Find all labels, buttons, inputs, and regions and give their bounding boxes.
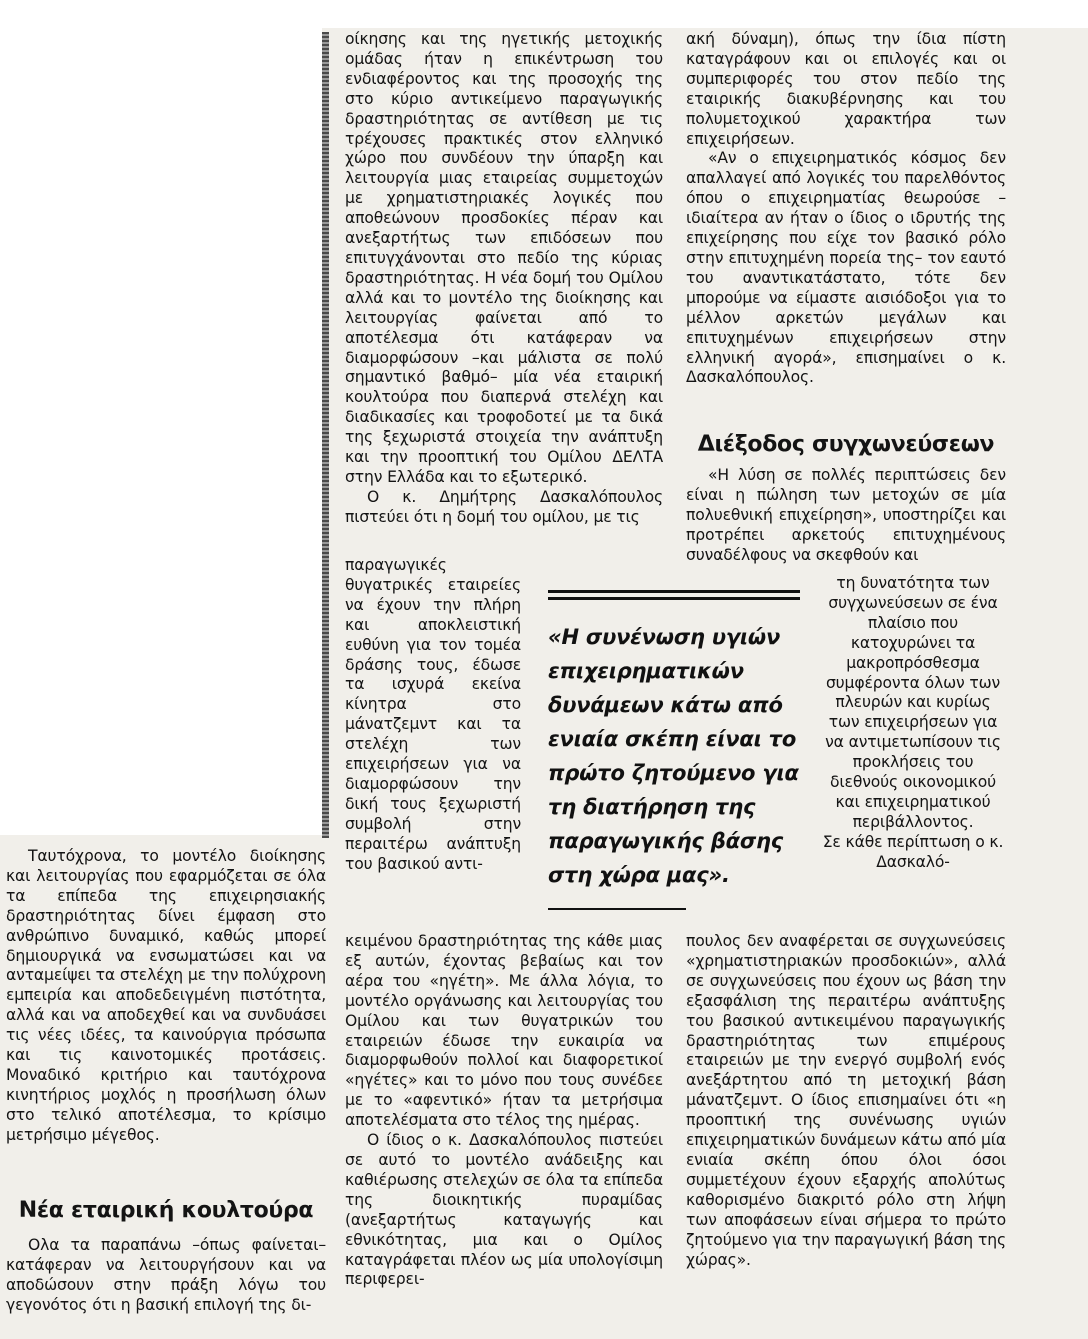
article-column-2-narrow bbox=[345, 556, 521, 875]
section-heading: Διέξοδος συγχωνεύσεων bbox=[697, 432, 995, 457]
paragraph: Ταυτόχρονα, το μοντέλο διοίκησης και λειτουργίας που εφαρμόζεται σε όλα τα επίπεδα της επιχειρησιακής δραστηριότητας δίνει έμφαση στο ανθρώπινο δυναμικό, καθώς μπορεί δημιουργικά να ενσωματώσει και να ανταμείψει τα στελέχη με την πολύχρονη εμπειρία και αποδεδειγμένη πιστότητα, αλλά και να αποδεχθεί και να συνδυάσει τις νέες ιδέες, τα καινούργια πρόσωπα και τις καινοτομικές προτάσεις. Μοναδικό κριτήριο και ταυτόχρονα κινητήριος μοχλός η προσήλωση όλων στο τελικό αποτέλεσμα, το κρίσιμο μετρήσιμο μέγεθος. bbox=[6, 847, 326, 1144]
paragraph: Ο ίδιος ο κ. Δασκαλόπουλος πιστεύει σε αυτό το μοντέλο ανάδειξης και καθιέρωσης στελεχών σε όλα τα επίπεδα της διοικητικής πυραμίδας (ανεξαρτήτως καταγωγής και εθνικότητας, μια και ο Ομίλος καταγράφεται πλέον ως μία υπολογίσιμη περιφερει- bbox=[345, 1131, 663, 1289]
section-heading: Νέα εταιρική κουλτούρα bbox=[18, 1198, 314, 1223]
clipping-fold-edge bbox=[322, 32, 329, 838]
article-column-1 bbox=[6, 847, 326, 1146]
article-column-2-continued bbox=[345, 932, 663, 1290]
paragraph: Ο κ. Δημήτρης Δασκαλόπουλος πιστεύει ότι η δομή του ομίλου, με τις bbox=[345, 487, 663, 526]
paragraph: οίκησης και της ηγετικής μετοχικής ομάδας ήταν η επικέντρωση του ενδιαφέροντος και της προσοχής της στο κύριο αντικείμενο παραγωγικής δραστηριότητας σε αντίθεση με τις τρέχουσες πρακτικές στον ελληνικό χώρο που συνδέουν την ύπαρξη και λειτουργία μιας εταιρείας συμμετοχών με χρηματιστηριακές λογικές που αποθεώνουν προσδοκίες πέραν και ανεξαρτήτως των επιδόσεων που επιτυγχάνονται στο πεδίο της κύριας δραστηριότητας. Η νέα δομή του Ομίλου αλλά και το μοντέλο της διοίκησης και λειτουργίας φαίνεται από το αποτέλεσμα ότι κατάφεραν να διαμορφώσουν –και μάλιστα σε πολύ σημαντικό βαθμό– μία νέα εταιρική κουλτούρα που διαπερνά στελέχη και διαδικασίες και τροφοδοτεί με τα δικά της ξεχωριστά στοιχεία την ανάπτυξη και την προοπτική του Ομίλου ΔΕΛΤΑ στην Ελλάδα και το εξωτερικό. bbox=[345, 30, 663, 486]
pull-quote-text: «Η συνένωση υγιών επιχειρηματικών δυνάμεων κάτω από ενιαία σκέπη είναι το πρώτο ζητούμενο για τη διατήρηση της παραγωγικής βάσης στη χώρα μας». bbox=[548, 625, 799, 887]
article-column-3 bbox=[686, 30, 1006, 388]
pull-quote-top-rule bbox=[548, 590, 800, 600]
article-column-3-mid bbox=[686, 466, 1006, 566]
paragraph: «Αν ο επιχειρηματικός κόσμος δεν απαλλαγεί από λογικές του παρελθόντος όπου ο επιχειρηματίας θεωρούσε –ιδιαίτερα αν ήταν ο ίδιος ο ιδρυτής της επιχείρησης που είχε τον βασικό ρόλο στην επιτυχημένη πορεία της– τον εαυτό του αναντικατάστατο, τότε δεν μπορούμε να είμαστε αισιόδοξοι για το μέλλον αρκετών μεγάλων και επιτυχημένων επιχειρήσεων στην ελληνική αγορά», επισημαίνει ο κ. Δασκαλόπουλος. bbox=[686, 149, 1006, 387]
article-column-2 bbox=[345, 30, 663, 528]
paragraph: ακή δύναμη), όπως την ίδια πίστη καταγράφουν και οι επιλογές και οι συμπεριφορές του στον πεδίο της εταιρικής διακυβέρνησης και του πολυμετοχικού χαρακτήρα των επιχειρήσεων. bbox=[686, 30, 1006, 148]
paragraph: Σε κάθε περίπτωση ο κ. Δασκαλό- bbox=[822, 832, 1004, 871]
paragraph: κειμένου δραστηριότητας της κάθε μιας εξ αυτών, έχοντας βεβαίως και τον αέρα του «ηγέτη». Με άλλα λόγια, το μοντέλο οργάνωσης και λειτουργίας του Ομίλου και των θυγατρικών του εταιρειών έδωσε την ευκαιρία να διαμορφωθούν πολλοί και διαφορετικοί «ηγέτες» και το μόνο που τους συνέδεε με το «αφεντικό» ήταν τα μετρήσιμα αποτελέσματα στο τέλος της ημέρας. bbox=[345, 932, 663, 1130]
paragraph: πουλος δεν αναφέρεται σε συγχωνεύσεις «χρηματιστηριακών προσδοκιών», αλλά σε συγχωνεύσεις που έχουν ως βάση την εξασφάλιση της περαιτέρω ανάπτυξης του βασικού αντικειμένου παραγωγικής δραστηριότητας των επιμέρους εταιρειών με την ενεργό συμβολή ενός ανεξάρτητου από τη μετοχική βάση μάνατζεμντ. Ο ίδιος επισημαίνει ότι «η προοπτική της συνένωσης υγιών επιχειρηματικών δυνάμεων κάτω από μία ενιαία σκέπη όπου όλοι όσοι συμμετέχουν έχουν εξαρχής απολύτως καθορισμένο διακριτό ρόλο στη λήψη των αποφάσεων είναι σήμερα το πρώτο ζητούμενο για την παραγωγική βάση της χώρας». bbox=[686, 932, 1006, 1269]
pull-quote bbox=[548, 590, 800, 910]
paragraph: Ολα τα παραπάνω –όπως φαίνεται– κατάφεραν να λειτουργήσουν και να αποδώσουν στην πράξη λόγω του γεγονότος ότι η βασική επιλογή της δι- bbox=[6, 1236, 326, 1314]
article-column-1-continued bbox=[6, 1236, 326, 1316]
article-column-3-narrow bbox=[820, 574, 1006, 873]
paragraph: παραγωγικές θυγατρικές εταιρείες να έχουν την πλήρη και αποκλειστική ευθύνη για τον τομέα δράσης τους, έδωσε τα ισχυρά εκείνα κίνητρα στο μάνατζεμντ και τα στελέχη των επιχειρήσεων για να διαμορφώσουν την δική τους ξεχωριστή συμβολή στην περαιτέρω ανάπτυξη του βασικού αντι- bbox=[345, 556, 521, 873]
paragraph: «Η λύση σε πολλές περιπτώσεις δεν είναι η πώληση των μετοχών σε μία πολυεθνική επιχείρηση», υποστηρίζει και προτρέπει αρκετούς επιτυχημένους συναδέλφους να σκεφθούν και bbox=[686, 466, 1006, 564]
paragraph: τη δυνατότητα των συγχωνεύσεων σε ένα πλαίσιο που κατοχυρώνει τα μακροπρόσθεσμα συμφέροντα όλων των πλευρών και κυρίως των επιχειρήσεων για να αντιμετωπίσουν τις προκλήσεις του διεθνούς οικονομικού και επιχειρηματικού περιβάλλοντος. bbox=[825, 574, 1001, 831]
article-column-3-continued bbox=[686, 932, 1006, 1270]
pull-quote-bottom-rule bbox=[548, 908, 686, 910]
